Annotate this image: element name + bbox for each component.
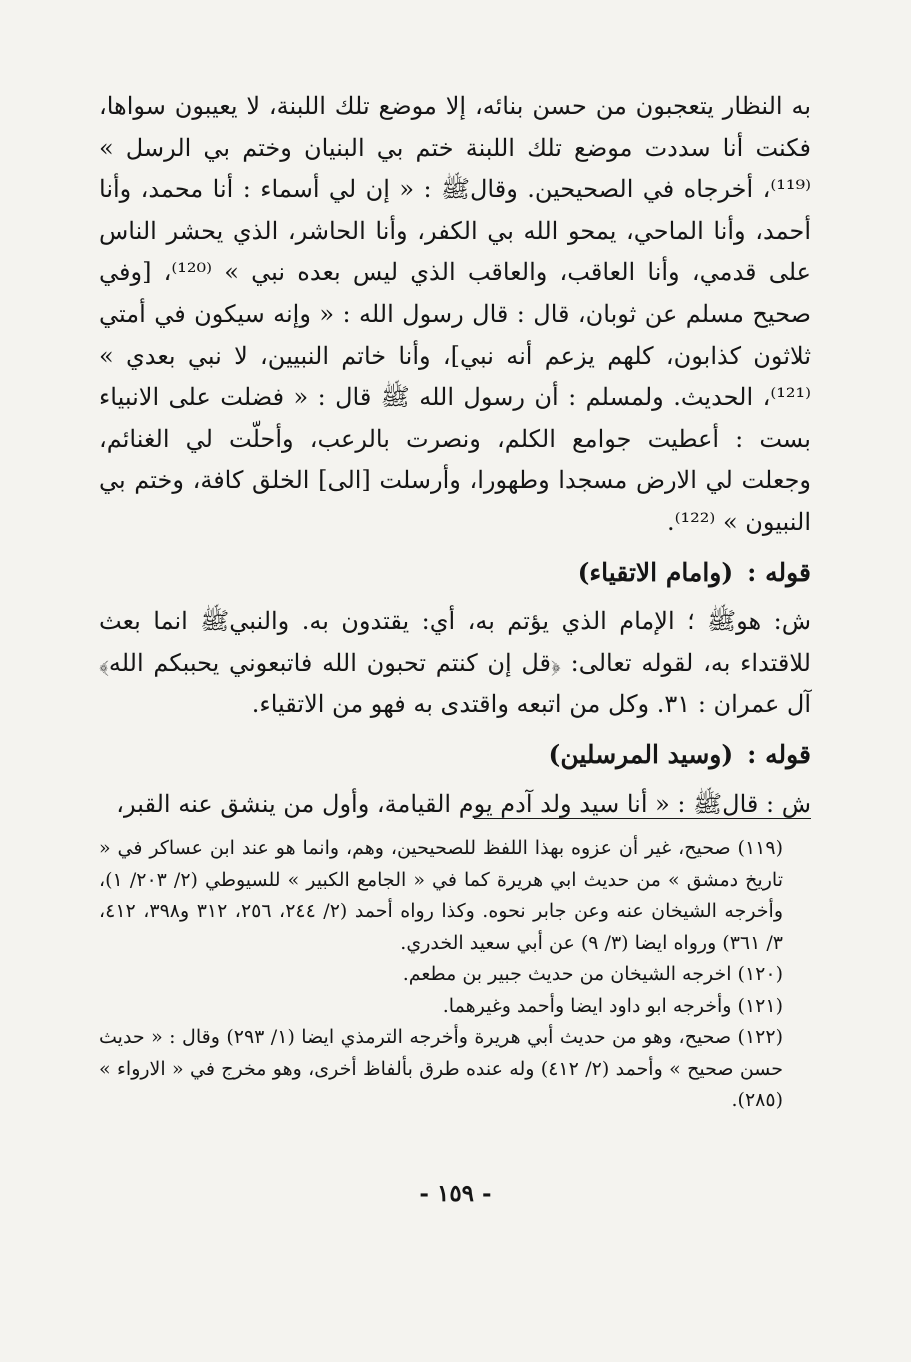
footnote-121: (١٢١) وأخرجه ابو داود ايضا وأحمد وغيرهما. [442,994,783,1017]
heading-label: قوله : [747,739,811,769]
footnote-122: (١٢٢) صحيح، وهو من حديث أبي هريرة وأخرجه الترمذي ايضا (١/ ٢٩٣) وقال : « حديث حسن صحيح » وأحمد (٢/ ٤١٢) وله عنده طرق بألفاظ أخرى، وهو مخرج في « الارواء » (٢٨٥). [99,1026,783,1111]
page-number: - ١٥٩ - [419,1180,492,1207]
heading-label: قوله : [747,557,811,587]
main-text [99,86,811,825]
heading-sayyid-al-mursalin [99,734,811,776]
heading-imam-al-atqiya [99,552,811,594]
paragraph-sayyid-commentary: ش : قالﷺ : « أنا سيد ولد آدم يوم القيامة، وأول من ينشق عنه القبر، [116,789,811,818]
footnote-119: (١١٩) صحيح، غير أن عزوه بهذا اللفظ للصحيحين، وهم، وانما هو عند ابن عساكر في « تاريخ دمشق » من حديث ابي هريرة كما في « الجامع الكبير » للسيوطي (٢/ ٢٠٣/ ١)، وأخرجه الشيخان عنه وعن جابر نحوه. وكذا رواه أحمد (٢/ ٢٤٤، ٢٥٦، ٣١٢ و٣٩٨، ٤١٢، ٣/ ٣٦١) ورواه ايضا (٣/ ٩) عن أبي سعيد الخدري. [99,837,784,954]
paragraph-hadith-names: به النظار يتعجبون من حسن بنائه، إلا موضع تلك اللبنة، لا يعيبون سواها، فكنت أنا سددت موضع تلك اللبنة ختم بي البنيان وختم بي الرسل » ⁽¹¹⁹⁾، أخرجاه في الصحيحين. وقالﷺ : « إن لي أسماء : أنا محمد، وأنا أحمد، وأنا الماحي، يمحو الله بي الكفر، وأنا الحاشر، الذي يحشر الناس على قدمي، وأنا العاقب، والعاقب الذي ليس بعده نبي » ⁽¹²⁰⁾، [وفي صحيح مسلم عن ثوبان، قال : قال رسول الله : « وإنه سيكون في أمتي ثلاثون كذابون، كلهم يزعم أنه نبي]، وأنا خاتم النبيين، لا نبي بعدي » ⁽¹²¹⁾، الحديث. ولمسلم : أن رسول الله ﷺ قال : « فضلت على الانبياء بست : أعطيت جوامع الكلم، ونصرت بالرعب، وأحلّت لي الغنائم، وجعلت لي الارض مسجدا وطهورا، وأرسلت [الى] الخلق كافة، وختم بي النبيون » ⁽¹²²⁾. [99,92,811,536]
heading-text: (وسيد المرسلين) [548,739,734,769]
heading-text: (وامام الاتقياء) [577,557,734,587]
footnotes [99,833,811,1117]
paragraph-imam-commentary: ش: هوﷺ ؛ الإمام الذي يؤتم به، أي: يقتدون به. والنبيﷺ انما بعث للاقتداء به، لقوله تعالى: ﴿قل إن كنتم تحبون الله فاتبعوني يحببكم الله﴾ آل عمران : ٣١. وكل من اتبعه واقتدى به فهو من الاتقياء. [99,607,811,719]
footnote-120: (١٢٠) اخرجه الشيخان من حديث جبير بن مطعم. [402,963,783,985]
footnote-separator [474,818,811,819]
